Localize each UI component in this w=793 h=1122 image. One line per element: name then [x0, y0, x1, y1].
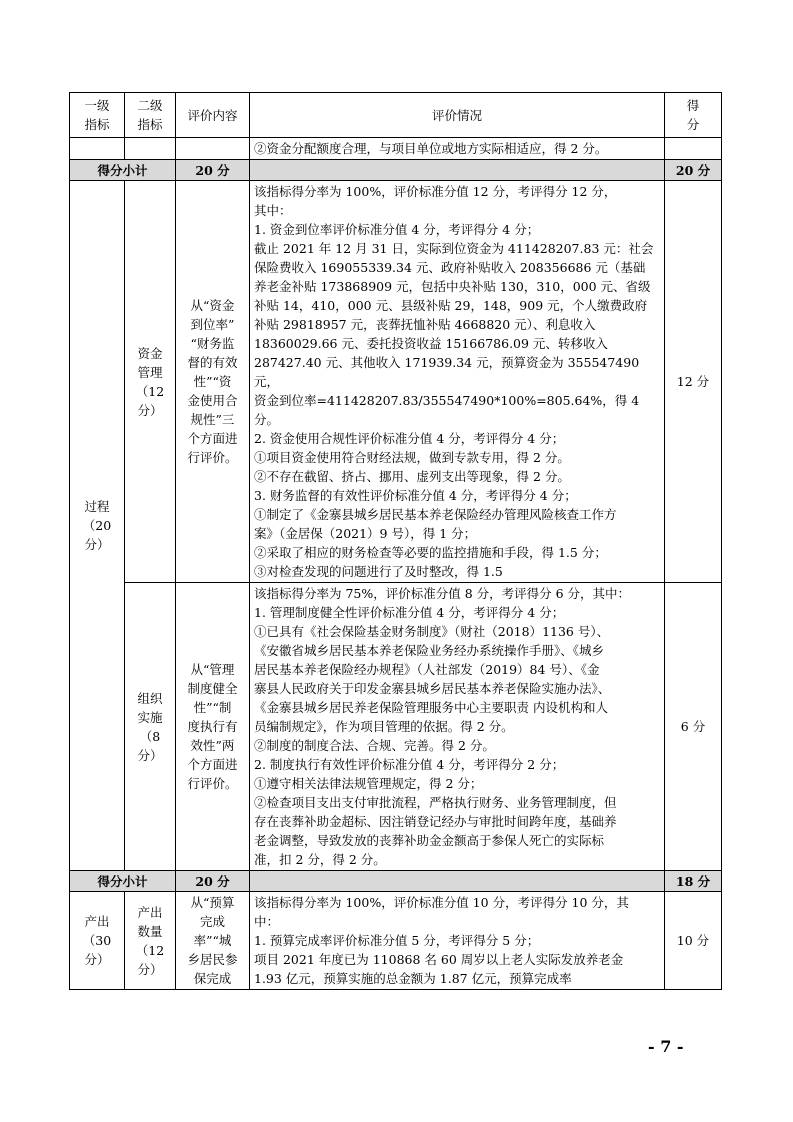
header-level1: 一级 指标 — [70, 93, 125, 138]
level2-output-quantity: 产出 数量 （12 分） — [125, 892, 176, 990]
evaluation-output: 该指标得分率为 100%，评价标准分值 10 分，考评得分 10 分，其 中： 1. 预算完成率评价标准分值 5 分，考评得分 5 分； 项目 2021 年度已为 110868 名 60 周岁以上老人实际发放养老金 1.93 亿元，预算实施的总金额为 1.87 亿元，预算完成率 — [250, 892, 665, 990]
continuation-row — [70, 138, 722, 160]
output-row — [70, 892, 722, 990]
subtotal-score: 20 分 — [665, 160, 722, 181]
subtotal-label: 得分小计 — [70, 160, 176, 181]
level1-output: 产出 （30 分） — [70, 892, 125, 990]
subtotal-standard: 20 分 — [176, 871, 250, 892]
content-fund-management: 从“资金 到位率” “财务监 督的有效 性”“资 金使用合 规性”三 个方面进 行评价。 — [176, 181, 250, 583]
level2-fund-management: 资金 管理 （12 分） — [125, 181, 176, 583]
subtotal-score: 18 分 — [665, 871, 722, 892]
header-level2: 二级 指标 — [125, 93, 176, 138]
continuation-text: ②资金分配额度合理，与项目单位或地方实际相适应，得 2 分。 — [250, 138, 665, 160]
content-output: 从“预算 完成 率”“城 乡居民参 保完成 — [176, 892, 250, 990]
organization-row — [70, 583, 722, 871]
header-row — [70, 93, 722, 138]
evaluation-fund-management: 该指标得分率为 100%，评价标准分值 12 分，考评得分 12 分， 其中： 1. 资金到位率评价标准分值 4 分，考评得分 4 分； 截止 2021 年 12 月 31 日，实际到位资金为 411428207.83 元：社会 保险费收入 169055339.34 元、政府补贴收入 208356686 元（基础 养老金补贴 173868909 元，包括中央补贴 130，310，000 元、省级 补贴 14，410，000 元、县级补贴 29，148，909 元，个人缴费政府 补贴 29818957 元，丧葬抚恤补贴 4668820 元）、利息收入 18360029.66 元、委托投资收益 15166786.09 元、转移收入 287427.40 元、其他收入 171939.34 元，预算资金为 355547490 元， 资金到位率=411428207.83/355547490*100%=805.64%，得 4 分。 2. 资金使用合规性评价标准分值 4 分，考评得分 4 分； ①项目资金使用符合财经法规，做到专款专用，得 2 分。 ②不存在截留、挤占、挪用、虚列支出等现象，得 2 分。 3. 财务监督的有效性评价标准分值 4 分，考评得分 4 分； ①制定了《金寨县城乡居民基本养老保险经办管理风险核查工作方 案》（金居保（2021）9 号），得 1 分； ②采取了相应的财务检查等必要的监控措施和手段，得 1.5 分； ③对检查发现的问题进行了及时整改，得 1.5 — [250, 181, 665, 583]
subtotal-row-2 — [70, 871, 722, 892]
header-evaluation: 评价情况 — [250, 93, 665, 138]
subtotal-label: 得分小计 — [70, 871, 176, 892]
subtotal-row-1 — [70, 160, 722, 181]
level2-organization: 组织 实施 （8 分） — [125, 583, 176, 871]
page-number: - 7 - — [648, 1037, 684, 1056]
subtotal-standard: 20 分 — [176, 160, 250, 181]
header-content: 评价内容 — [176, 93, 250, 138]
header-score: 得 分 — [665, 93, 722, 138]
content-organization: 从“管理 制度健全 性”“制 度执行有 效性”两 个方面进 行评价。 — [176, 583, 250, 871]
evaluation-table — [69, 92, 722, 990]
score-organization: 6 分 — [665, 583, 722, 871]
fund-management-row — [70, 181, 722, 583]
score-output: 10 分 — [665, 892, 722, 990]
level1-process: 过程 （20 分） — [70, 181, 125, 871]
score-fund-management: 12 分 — [665, 181, 722, 583]
evaluation-organization: 该指标得分率为 75%，评价标准分值 8 分，考评得分 6 分，其中： 1. 管理制度健全性评价标准分值 4 分，考评得分 4 分； ①已具有《社会保险基金财务制度》（财社（2018）1136 号）、 《安徽省城乡居民基本养老保险业务经办系统操作手册》、《城乡 居民基本养老保险经办规程》（人社部发（2019）84 号）、《金 寨县人民政府关于印发金寨县城乡居民基本养老保险实施办法》、 《金寨县城乡居民养老保险管理服务中心主要职责 内设机构和人 员编制规定》，作为项目管理的依据。得 2 分。 ②制度的制度合法、合规、完善。得 2 分。 2. 制度执行有效性评价标准分值 4 分，考评得分 2 分； ①遵守相关法律法规管理规定，得 2 分； ②检查项目支出支付审批流程，严格执行财务、业务管理制度，但 存在丧葬补助金超标、因注销登记经办与审批时间跨年度，基础养 老金调整，导致发放的丧葬补助金金额高于参保人死亡的实际标 准，扣 2 分，得 2 分。 — [250, 583, 665, 871]
